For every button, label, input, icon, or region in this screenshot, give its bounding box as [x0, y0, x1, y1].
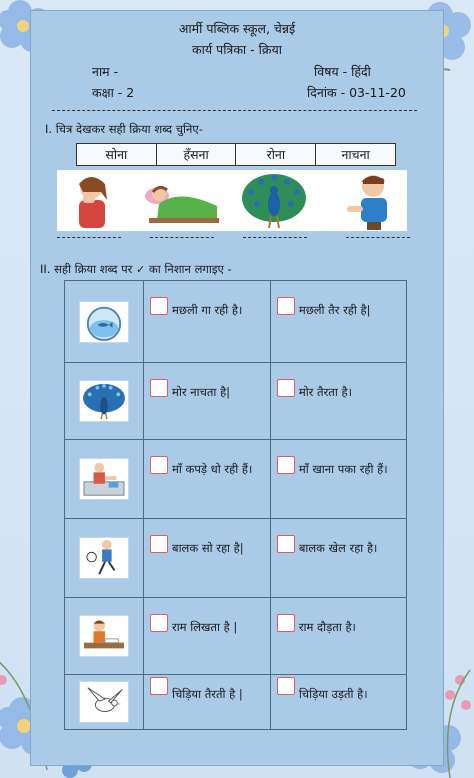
image-cell: [65, 363, 144, 440]
answer-checkbox[interactable]: [150, 614, 168, 632]
answer-blank[interactable]: [243, 237, 307, 238]
word-bank-item: सोना: [77, 144, 157, 166]
answer-checkbox[interactable]: [150, 297, 168, 315]
option-cell[interactable]: [270, 440, 406, 519]
name-field: नाम -: [92, 64, 119, 79]
word-bank-item: नाचना: [316, 144, 396, 166]
word-bank-table: [76, 143, 396, 166]
table-row: [65, 598, 407, 675]
section2-heading-text: का निशान लगाइए -: [148, 262, 232, 276]
option-text: माँ खाना पका रही हैं।: [298, 462, 388, 476]
option-cell[interactable]: [144, 440, 271, 519]
option-cell[interactable]: [144, 598, 271, 675]
crying-girl-icon: [61, 170, 131, 231]
answer-blank[interactable]: [150, 237, 214, 238]
dancing-peacock-icon: [237, 170, 311, 231]
option-text: मोर नाचता है|: [172, 385, 231, 399]
washing-clothes-icon: [79, 458, 129, 500]
school-name: आर्मी पब्लिक स्कूल, चेन्नई: [178, 21, 296, 36]
picture-strip: [57, 170, 407, 231]
sleeping-girl-icon: [139, 170, 221, 231]
answer-checkbox[interactable]: [277, 614, 295, 632]
answer-blank[interactable]: [346, 237, 410, 238]
answer-checkbox[interactable]: [277, 677, 295, 695]
answer-checkbox[interactable]: [150, 456, 168, 474]
table-row: [65, 675, 407, 730]
option-cell[interactable]: [270, 281, 406, 363]
answer-checkbox[interactable]: [150, 379, 168, 397]
date-field: दिनांक - 03-11-20: [307, 85, 406, 100]
table-row: [65, 363, 407, 440]
answer-checkbox[interactable]: [150, 535, 168, 553]
word-bank-item: रोना: [236, 144, 316, 166]
image-cell: [65, 281, 144, 363]
tick-icon: ✓: [136, 263, 146, 276]
option-cell[interactable]: [144, 281, 271, 363]
word-bank-item: हँसना: [156, 144, 236, 166]
sheet-title: कार्य पत्रिका - क्रिया: [192, 42, 282, 57]
option-text: राम लिखता है |: [172, 620, 238, 634]
option-text: बालक सो रहा है|: [172, 541, 244, 555]
header-divider: [52, 110, 417, 111]
table-row: [65, 519, 407, 598]
answer-checkbox[interactable]: [277, 379, 295, 397]
option-cell[interactable]: [144, 675, 271, 730]
option-text: माँ कपड़े धो रही हैं।: [172, 462, 253, 476]
option-cell[interactable]: [270, 363, 406, 440]
table-row: [65, 440, 407, 519]
section2-heading-text: II. सही क्रिया शब्द पर: [40, 262, 133, 276]
fishbowl-icon: [79, 301, 129, 343]
table-row: [65, 281, 407, 363]
image-cell: [65, 519, 144, 598]
flying-bird-icon: [79, 681, 129, 723]
option-cell[interactable]: [270, 675, 406, 730]
option-text: राम दौड़ता है।: [298, 620, 356, 634]
option-text: चिड़िया उड़ती है।: [298, 687, 368, 701]
subject-field: विषय - हिंदी: [314, 64, 371, 79]
option-cell[interactable]: [144, 519, 271, 598]
option-cell[interactable]: [270, 519, 406, 598]
option-cell[interactable]: [144, 363, 271, 440]
option-cell[interactable]: [270, 598, 406, 675]
image-cell: [65, 440, 144, 519]
section1-heading: I. चित्र देखकर सही क्रिया शब्द चुनिए-: [45, 122, 203, 136]
answer-checkbox[interactable]: [277, 297, 295, 315]
option-text: मछली गा रही है।: [172, 303, 243, 317]
image-cell: [65, 598, 144, 675]
section2-heading: [40, 262, 232, 277]
peacock-icon: [79, 380, 129, 422]
option-text: मछली तैर रही है|: [298, 303, 371, 317]
option-text: बालक खेल रहा है।: [298, 541, 378, 555]
laughing-boy-icon: [337, 170, 403, 231]
option-text: चिड़िया तैरती है |: [172, 687, 243, 701]
image-cell: [65, 675, 144, 730]
answer-blank[interactable]: [57, 237, 121, 238]
answer-checkbox[interactable]: [277, 456, 295, 474]
boy-playing-icon: [79, 537, 129, 579]
exercise-table: [64, 280, 407, 730]
answer-checkbox[interactable]: [150, 677, 168, 695]
boy-writing-icon: [79, 615, 129, 657]
class-field: कक्षा - 2: [92, 85, 135, 100]
answer-checkbox[interactable]: [277, 535, 295, 553]
option-text: मोर तैरता है।: [298, 385, 352, 399]
